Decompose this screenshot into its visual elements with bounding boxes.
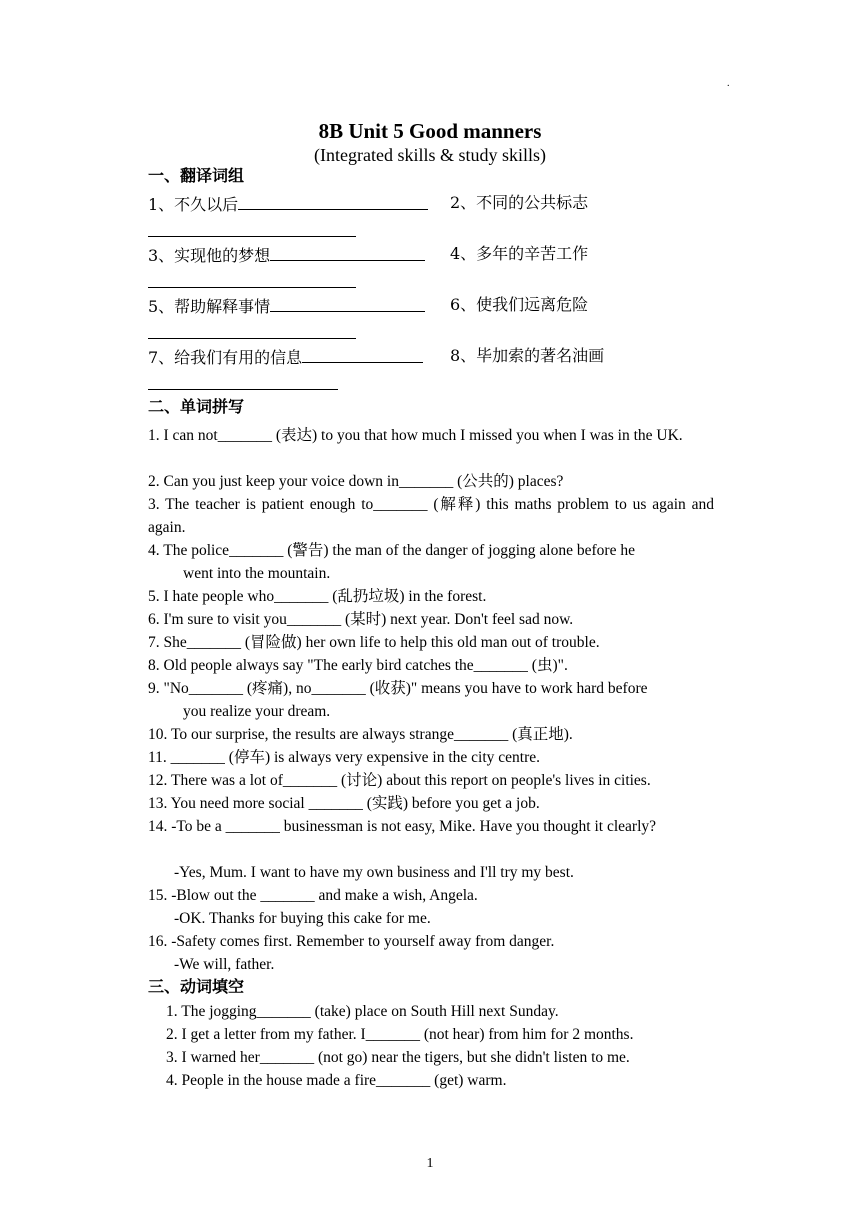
answer-line[interactable] [148, 236, 356, 237]
spelling-question: 2. Can you just keep your voice down in_______ (公共的) places? [148, 473, 564, 490]
answer-line[interactable] [148, 389, 338, 390]
spelling-question: 13. You need more social _______ (实践) before you get a job. [148, 795, 540, 812]
page-title: 8B Unit 5 Good manners [318, 119, 542, 143]
page-subtitle: (Integrated skills & study skills) [314, 145, 546, 165]
spelling-question: 6. I'm sure to visit you_______ (某时) next year. Don't feel sad now. [148, 611, 574, 628]
spelling-question: 4. The police_______ (警告) the man of the danger of jogging alone before he [148, 542, 635, 559]
phrase-item: 6、使我们远离危险 [450, 295, 589, 314]
spelling-question: 9. "No_______ (疼痛), no_______ (收获)" means you have to work hard before [148, 680, 648, 697]
spelling-question-continuation: went into the mountain. [183, 565, 331, 582]
spelling-question: 7. She_______ (冒险做) her own life to help this old man out of trouble. [148, 634, 600, 651]
phrase-item: 7、给我们有用的信息 [148, 346, 423, 368]
spelling-question: 10. To our surprise, the results are always strange_______ (真正地). [148, 726, 573, 743]
section-heading-translation: 一、翻译词组 [148, 166, 245, 185]
section-heading-verbs: 三、动词填空 [148, 977, 245, 996]
phrase-item: 4、多年的辛苦工作 [450, 244, 589, 263]
phrase-item: 2、不同的公共标志 [450, 193, 589, 212]
phrase-item: 8、毕加索的著名油画 [450, 346, 605, 365]
dialogue-reply: -We will, father. [174, 956, 275, 973]
phrase-item: 5、帮助解释事情 [148, 295, 425, 317]
spelling-question: 14. -To be a _______ businessman is not easy, Mike. Have you thought it clearly? [148, 818, 657, 835]
spelling-question: 8. Old people always say "The early bird catches the_______ (虫)". [148, 657, 568, 674]
dialogue-reply: -OK. Thanks for buying this cake for me. [174, 910, 431, 927]
spelling-question: 3. The teacher is patient enough to_______ (解释) this maths problem to us again and again. [148, 496, 714, 536]
verb-question: 2. I get a letter from my father. I_______ (not hear) from him for 2 months. [166, 1026, 634, 1043]
verb-question: 1. The jogging_______ (take) place on South Hill next Sunday. [166, 1003, 559, 1020]
answer-line[interactable] [148, 287, 356, 288]
section-heading-spelling: 二、单词拼写 [148, 397, 245, 416]
spelling-question: 11. _______ (停车) is always very expensive in the city centre. [148, 749, 540, 766]
verb-question: 4. People in the house made a fire_______ (get) warm. [166, 1072, 507, 1089]
phrase-item: 3、实现他的梦想 [148, 244, 425, 266]
corner-mark: . [727, 78, 730, 89]
spelling-question: 1. I can not_______ (表达) to you that how much I missed you when I was in the UK. [148, 427, 683, 444]
dialogue-reply: -Yes, Mum. I want to have my own business and I'll try my best. [174, 864, 574, 881]
verb-question: 3. I warned her_______ (not go) near the tigers, but she didn't listen to me. [166, 1049, 630, 1066]
spelling-question-continuation: you realize your dream. [183, 703, 331, 720]
answer-line[interactable] [148, 338, 356, 339]
spelling-question: 15. -Blow out the _______ and make a wish, Angela. [148, 887, 478, 904]
phrase-item: 1、不久以后 [148, 193, 428, 215]
spelling-question: 16. -Safety comes first. Remember to yourself away from danger. [148, 933, 555, 950]
page-number: 1 [426, 1156, 434, 1171]
spelling-question: 12. There was a lot of_______ (讨论) about this report on people's lives in cities. [148, 772, 651, 789]
spelling-question: 5. I hate people who_______ (乱扔垃圾) in the forest. [148, 588, 487, 605]
